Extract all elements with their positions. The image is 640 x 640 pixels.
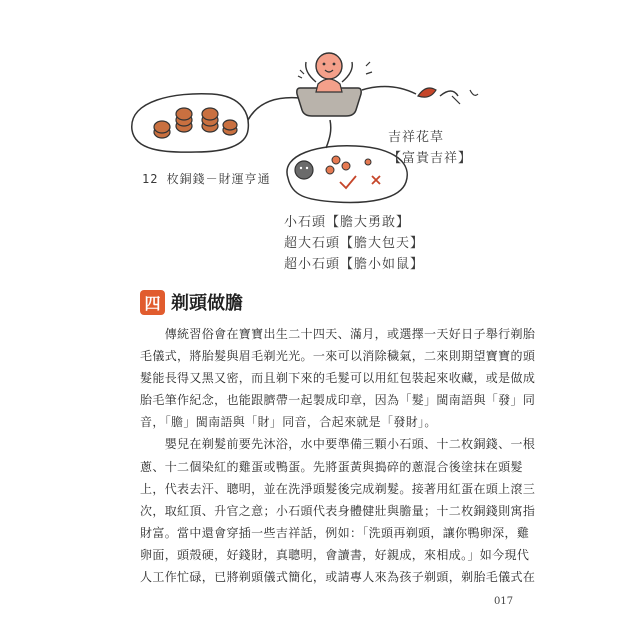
section-header <box>140 289 243 315</box>
section-number-badge: 四 <box>140 290 165 315</box>
body-line: 次，取紅頂、升官之意；小石頭代表身體健壯與膽量；十二枚銅錢則寓指 <box>140 503 536 518</box>
body-line: 傳統習俗會在寶寶出生二十四天、滿月，或選擇一天好日子舉行剃胎 <box>140 327 536 341</box>
baby-in-bowl-icon <box>297 53 372 116</box>
body-line: 毛儀式，將胎髮與眉毛剃光光。一來可以消除穢氣，二來則期望寶寶的頭 <box>140 349 536 364</box>
body-line: 財富。當中還會穿插一些吉祥話，例如：「洗頭再剃頭，讓你鴨卵深，雞 <box>140 525 530 540</box>
stones-caption-line: 超小石頭【膽小如鼠】 <box>284 257 425 272</box>
stones-caption-line: 超大石頭【膽大包天】 <box>284 236 425 251</box>
flower-caption-line: 【富貴吉祥】 <box>388 151 473 166</box>
body-text <box>140 323 536 588</box>
body-line: 卵面，頭殼硬，好錢財，真聰明，會讀書，好親成，來相成。」如今現代 <box>140 547 530 562</box>
flower-caption-line: 吉祥花草 <box>388 130 445 145</box>
body-line: 髮能長得又黑又密，而且剃下來的毛髮可以用紅包裝起來收藏，或是做成 <box>140 371 536 386</box>
stones-icon <box>295 156 380 188</box>
connector-bottom <box>326 120 331 148</box>
stones-caption-line: 小石頭【膽大勇敢】 <box>284 215 411 230</box>
body-line: 音，「膽」閩南語與「財」同音，合起來就是「發財」。 <box>140 415 437 430</box>
page-number: 017 <box>494 596 514 607</box>
section-title: 剃頭做膽 <box>171 293 243 314</box>
body-line: 人工作忙碌，已將剃頭儀式簡化，或請專人來為孩子剃頭，剃胎毛儀式在 <box>140 570 536 585</box>
connector-right <box>362 87 416 94</box>
flower-plant-icon <box>418 88 478 104</box>
stones-caption <box>284 212 424 275</box>
body-line: 上，代表去汗、聰明，並在洗淨頭髮後完成剃髮。接著用紅蛋在頭上滾三 <box>140 481 536 496</box>
flower-caption <box>388 127 472 169</box>
body-line: 蔥、十二個染紅的雞蛋或鴨蛋。先將蛋黃與搗碎的蔥混合後塗抹在頭髮 <box>140 459 523 474</box>
coins-caption: 12 枚銅錢－財運亨通 <box>142 172 271 186</box>
copper-coins-icon <box>154 108 237 138</box>
body-line: 胎毛筆作紀念，也能跟臍帶一起製成印章，因為「髮」閩南語與「發」同 <box>140 393 536 408</box>
connector-left <box>248 98 300 120</box>
body-line: 嬰兒在剃髮前要先沐浴，水中要準備三顆小石頭、十二枚銅錢、一根 <box>140 437 536 452</box>
